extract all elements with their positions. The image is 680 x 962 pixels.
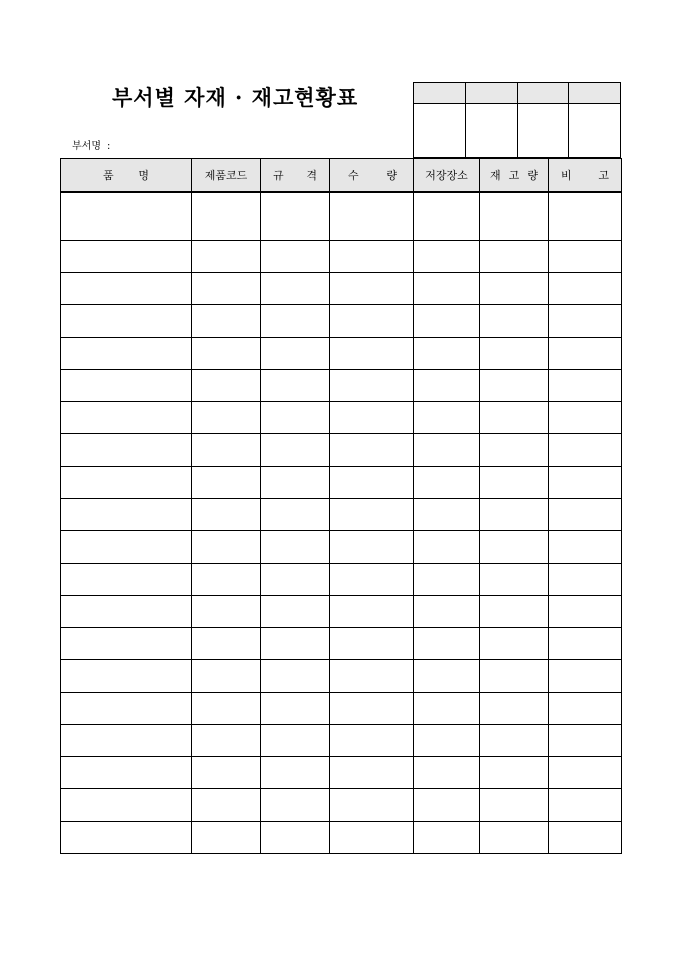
table-row <box>61 434 622 466</box>
table-cell[interactable] <box>414 466 480 498</box>
table-cell[interactable] <box>61 240 192 272</box>
table-cell[interactable] <box>261 531 330 563</box>
table-cell[interactable] <box>192 240 261 272</box>
approval-header-cell <box>465 83 517 104</box>
table-cell[interactable] <box>192 466 261 498</box>
table-cell[interactable] <box>330 240 414 272</box>
table-cell[interactable] <box>549 821 622 853</box>
approval-sign-cell[interactable] <box>465 104 517 158</box>
table-cell[interactable] <box>549 402 622 434</box>
table-cell[interactable] <box>261 821 330 853</box>
department-label: 부서명 <box>72 141 101 152</box>
table-cell[interactable] <box>549 337 622 369</box>
table-cell[interactable] <box>480 434 549 466</box>
table-cell[interactable] <box>261 305 330 337</box>
table-cell[interactable] <box>192 595 261 627</box>
table-cell[interactable] <box>480 402 549 434</box>
column-header-remarks: 비 고 <box>549 159 622 193</box>
table-row <box>61 402 622 434</box>
table-cell[interactable] <box>61 305 192 337</box>
table-cell[interactable] <box>480 724 549 756</box>
table-cell[interactable] <box>480 692 549 724</box>
table-cell[interactable] <box>480 789 549 821</box>
approval-sign-cell[interactable] <box>414 104 466 158</box>
approval-sign-cell[interactable] <box>569 104 621 158</box>
table-cell[interactable] <box>480 531 549 563</box>
table-cell[interactable] <box>414 821 480 853</box>
table-cell[interactable] <box>480 595 549 627</box>
table-cell[interactable] <box>549 724 622 756</box>
table-cell[interactable] <box>261 434 330 466</box>
page-title: 부서별 자재 · 재고현황표 <box>112 85 359 110</box>
approval-header-cell <box>569 83 621 104</box>
table-cell[interactable] <box>261 369 330 401</box>
table-cell[interactable] <box>549 595 622 627</box>
table-row <box>61 337 622 369</box>
table-cell[interactable] <box>480 337 549 369</box>
table-cell[interactable] <box>61 434 192 466</box>
table-cell[interactable] <box>192 692 261 724</box>
table-cell[interactable] <box>192 369 261 401</box>
department-field <box>72 137 110 152</box>
column-header-spec: 규 격 <box>261 159 330 193</box>
table-row <box>61 369 622 401</box>
table-cell[interactable] <box>480 499 549 531</box>
table-cell[interactable] <box>61 466 192 498</box>
table-cell[interactable] <box>192 434 261 466</box>
table-cell[interactable] <box>192 305 261 337</box>
table-cell[interactable] <box>61 821 192 853</box>
table-row <box>61 466 622 498</box>
table-cell[interactable] <box>192 563 261 595</box>
table-row <box>61 305 622 337</box>
table-cell[interactable] <box>192 402 261 434</box>
table-cell[interactable] <box>261 789 330 821</box>
table-cell[interactable] <box>261 240 330 272</box>
table-cell[interactable] <box>414 724 480 756</box>
table-cell[interactable] <box>480 369 549 401</box>
table-cell[interactable] <box>61 337 192 369</box>
table-cell[interactable] <box>192 789 261 821</box>
column-header-product-code: 제품코드 <box>192 159 261 193</box>
table-cell[interactable] <box>330 724 414 756</box>
table-body <box>61 192 622 854</box>
table-cell[interactable] <box>549 531 622 563</box>
table-cell[interactable] <box>414 595 480 627</box>
table-cell[interactable] <box>549 192 622 240</box>
table-cell[interactable] <box>261 273 330 305</box>
column-header-item-name: 품 명 <box>61 159 192 193</box>
table-cell[interactable] <box>192 724 261 756</box>
table-cell[interactable] <box>61 369 192 401</box>
table-cell[interactable] <box>549 628 622 660</box>
table-cell[interactable] <box>61 789 192 821</box>
table-cell[interactable] <box>549 660 622 692</box>
table-cell[interactable] <box>261 595 330 627</box>
table-cell[interactable] <box>61 402 192 434</box>
table-cell[interactable] <box>414 369 480 401</box>
table-cell[interactable] <box>192 628 261 660</box>
table-cell[interactable] <box>549 466 622 498</box>
approval-box <box>413 82 621 158</box>
table-row <box>61 240 622 272</box>
table-cell[interactable] <box>261 337 330 369</box>
table-cell[interactable] <box>480 563 549 595</box>
table-cell[interactable] <box>261 692 330 724</box>
approval-sign-cell[interactable] <box>517 104 569 158</box>
table-cell[interactable] <box>61 724 192 756</box>
approval-header-cell <box>414 83 466 104</box>
table-cell[interactable] <box>192 757 261 789</box>
table-cell[interactable] <box>330 595 414 627</box>
table-row <box>61 628 622 660</box>
table-cell[interactable] <box>414 337 480 369</box>
table-cell[interactable] <box>61 595 192 627</box>
table-cell[interactable] <box>61 499 192 531</box>
department-colon: : <box>106 141 111 152</box>
table-cell[interactable] <box>480 628 549 660</box>
table-header-row <box>61 159 622 193</box>
table-cell[interactable] <box>414 660 480 692</box>
table-cell[interactable] <box>414 789 480 821</box>
table-row <box>61 821 622 853</box>
table-cell[interactable] <box>414 305 480 337</box>
table-cell[interactable] <box>330 531 414 563</box>
table-cell[interactable] <box>480 273 549 305</box>
table-cell[interactable] <box>192 499 261 531</box>
table-cell[interactable] <box>192 337 261 369</box>
table-cell[interactable] <box>261 757 330 789</box>
table-row <box>61 563 622 595</box>
table-cell[interactable] <box>330 337 414 369</box>
table-cell[interactable] <box>61 273 192 305</box>
table-cell[interactable] <box>549 240 622 272</box>
table-cell[interactable] <box>330 402 414 434</box>
table-cell[interactable] <box>414 563 480 595</box>
table-row <box>61 499 622 531</box>
table-cell[interactable] <box>549 305 622 337</box>
table-cell[interactable] <box>414 402 480 434</box>
table-cell[interactable] <box>261 660 330 692</box>
table-cell[interactable] <box>414 192 480 240</box>
table-cell[interactable] <box>414 628 480 660</box>
table-cell[interactable] <box>480 240 549 272</box>
table-row <box>61 692 622 724</box>
table-row <box>61 595 622 627</box>
table-cell[interactable] <box>61 563 192 595</box>
table-cell[interactable] <box>192 821 261 853</box>
table-cell[interactable] <box>414 692 480 724</box>
table-cell[interactable] <box>330 369 414 401</box>
table-cell[interactable] <box>192 192 261 240</box>
column-header-quantity: 수 량 <box>330 159 414 193</box>
table-cell[interactable] <box>480 305 549 337</box>
table-cell[interactable] <box>330 821 414 853</box>
table-cell[interactable] <box>330 434 414 466</box>
table-cell[interactable] <box>480 757 549 789</box>
table-cell[interactable] <box>549 757 622 789</box>
table-cell[interactable] <box>261 466 330 498</box>
table-cell[interactable] <box>330 757 414 789</box>
table-cell[interactable] <box>330 628 414 660</box>
table-cell[interactable] <box>330 692 414 724</box>
table-cell[interactable] <box>549 499 622 531</box>
table-cell[interactable] <box>61 628 192 660</box>
table-cell[interactable] <box>549 273 622 305</box>
table-cell[interactable] <box>549 563 622 595</box>
table-cell[interactable] <box>414 240 480 272</box>
table-cell[interactable] <box>61 757 192 789</box>
table-cell[interactable] <box>192 660 261 692</box>
inventory-table <box>60 158 622 854</box>
table-cell[interactable] <box>414 757 480 789</box>
table-cell[interactable] <box>261 628 330 660</box>
table-cell[interactable] <box>330 466 414 498</box>
table-cell[interactable] <box>61 692 192 724</box>
table-cell[interactable] <box>414 273 480 305</box>
column-header-stock-quantity: 재 고 량 <box>480 159 549 193</box>
table-cell[interactable] <box>192 531 261 563</box>
table-cell[interactable] <box>549 789 622 821</box>
table-cell[interactable] <box>61 192 192 240</box>
table-cell[interactable] <box>261 402 330 434</box>
table-cell[interactable] <box>414 531 480 563</box>
table-row <box>61 273 622 305</box>
table-cell[interactable] <box>480 466 549 498</box>
table-cell[interactable] <box>330 305 414 337</box>
table-row <box>61 660 622 692</box>
table-cell[interactable] <box>549 434 622 466</box>
table-cell[interactable] <box>61 531 192 563</box>
table-cell[interactable] <box>261 499 330 531</box>
column-header-storage-location: 저장장소 <box>414 159 480 193</box>
table-cell[interactable] <box>330 499 414 531</box>
table-cell[interactable] <box>330 563 414 595</box>
table-cell[interactable] <box>261 724 330 756</box>
table-cell[interactable] <box>480 821 549 853</box>
table-row <box>61 757 622 789</box>
table-cell[interactable] <box>414 434 480 466</box>
table-cell[interactable] <box>480 660 549 692</box>
table-cell[interactable] <box>330 273 414 305</box>
table-cell[interactable] <box>414 499 480 531</box>
table-cell[interactable] <box>549 692 622 724</box>
table-cell[interactable] <box>261 563 330 595</box>
table-cell[interactable] <box>330 192 414 240</box>
approval-header-cell <box>517 83 569 104</box>
table-cell[interactable] <box>261 192 330 240</box>
table-cell[interactable] <box>61 660 192 692</box>
table-row <box>61 531 622 563</box>
table-cell[interactable] <box>192 273 261 305</box>
table-cell[interactable] <box>480 192 549 240</box>
table-cell[interactable] <box>330 660 414 692</box>
table-row <box>61 192 622 240</box>
table-cell[interactable] <box>549 369 622 401</box>
table-row <box>61 789 622 821</box>
table-row <box>61 724 622 756</box>
table-cell[interactable] <box>330 789 414 821</box>
